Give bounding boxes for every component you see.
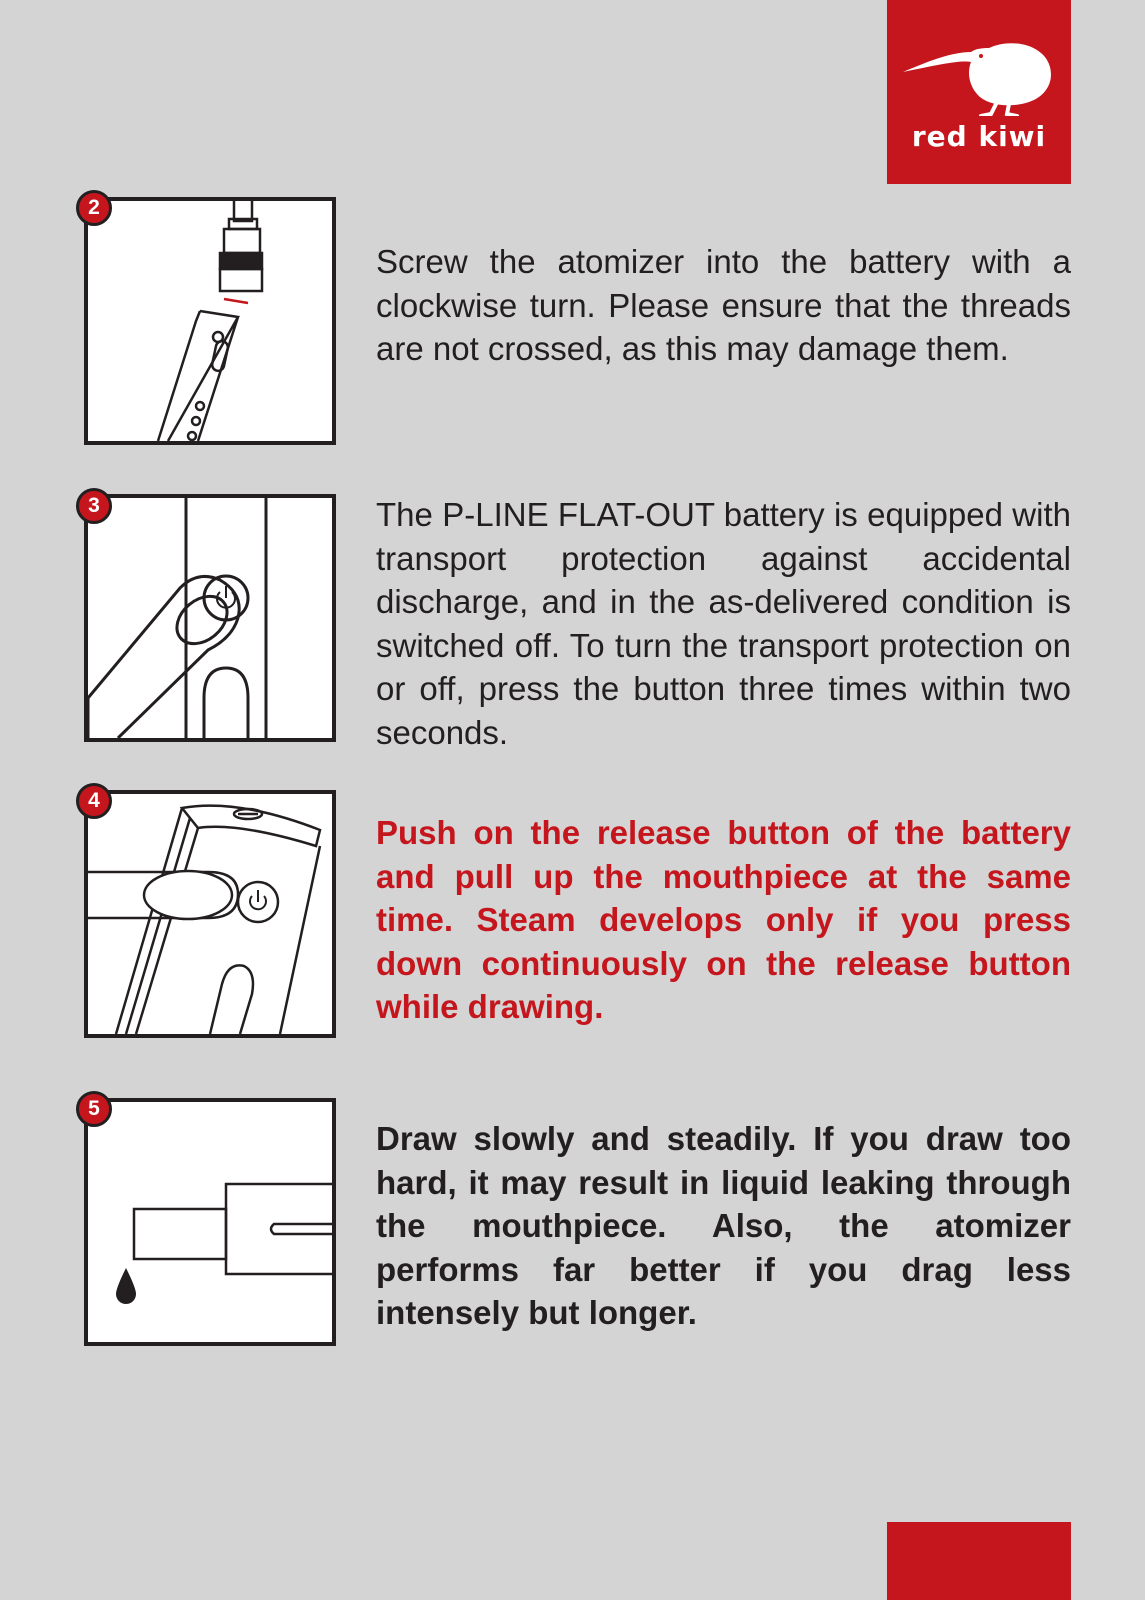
bottom-accent-block <box>887 1522 1071 1600</box>
step-3-badge: 3 <box>76 488 112 524</box>
brand-name: red kiwi <box>911 120 1047 153</box>
step-3-text: The P-LINE FLAT-OUT battery is equipped with transport protection against accidental discharge, and in the as-delivered condition is switched off. To turn the transport protection on or off, press the button three times within two seconds. <box>376 496 1071 751</box>
liquid-drop-icon <box>116 1268 136 1304</box>
step-5-text: Draw slowly and steadily. If you draw too hard, it may result in liquid leaking through the mouthpiece. Also, the atomizer performs far better if you drag less intensely but longer. <box>376 1120 1071 1331</box>
step-2-text: Screw the atomizer into the battery with a clockwise turn. Please ensure that the threads are not crossed, as this may damage them. <box>376 243 1071 367</box>
step-4-badge: 4 <box>76 783 112 819</box>
step-5-badge: 5 <box>76 1091 112 1127</box>
kiwi-bird-icon <box>901 30 1057 116</box>
brand-logo <box>887 0 1071 184</box>
atomizer-battery-icon <box>88 201 332 441</box>
power-button-press-icon <box>88 498 332 738</box>
step-2-badge: 2 <box>76 190 112 226</box>
step-3-illustration <box>84 494 336 742</box>
step-5-illustration <box>84 1098 336 1346</box>
release-button-press-icon <box>88 794 332 1034</box>
step-4-text: Push on the release button of the battery and pull up the mouthpiece at the same time. Steam develops only if you press down continuously on the release button while drawing. <box>376 814 1071 1025</box>
step-2-illustration <box>84 197 336 445</box>
step-4-illustration <box>84 790 336 1038</box>
mouthpiece-drip-icon <box>88 1102 332 1342</box>
